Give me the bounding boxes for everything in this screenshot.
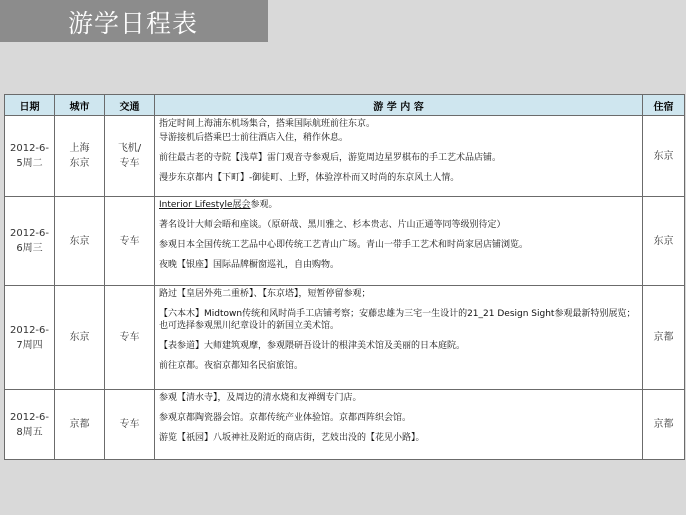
date-line: 6周三 — [16, 243, 43, 254]
expo-name: Interior Lifestyle展会 — [159, 200, 251, 210]
table-row — [5, 390, 685, 460]
schedule-cell — [155, 197, 643, 286]
date-line: 2012-6- — [9, 411, 50, 423]
city-cell: 京都 — [55, 390, 105, 460]
schedule-line: 游览【祇园】八坂神社及附近的商店街，艺妓出没的【花见小路】。 — [159, 433, 425, 443]
schedule-line: 参观【清水寺】，及周边的清水烧和友禅绸专门店。 — [159, 393, 362, 403]
schedule-line: 前往最古老的寺院【浅草】雷门观音寺参观后，游览周边星罗棋布的手工艺术品店铺。 — [159, 153, 502, 163]
schedule-line: 导游接机后搭乘巴士前往酒店入住，稍作休息。 — [159, 133, 349, 143]
city-cell: 东京 — [55, 286, 105, 390]
schedule-line: 【六本木】Midtown传统和风时尚手工店铺考察；安藤忠雄为三宅一生设计的21_21 Design Sight参观最新特别展览；也可选择参观黑川纪章设计的新国立美术馆。 — [159, 309, 636, 331]
schedule-line: 【表参道】大师建筑观摩，参观隈研吾设计的根津美术馆及美丽的日本庭院。 — [159, 341, 466, 351]
transport-line: 专车 — [119, 158, 140, 169]
transport-cell: 专车 — [105, 197, 155, 286]
date-cell — [5, 286, 55, 390]
lodging-cell: 东京 — [643, 197, 685, 286]
date-line: 2012-6- — [9, 324, 50, 336]
schedule-line — [159, 199, 640, 211]
table-row — [5, 116, 685, 197]
transport-cell: 专车 — [105, 390, 155, 460]
table-row — [5, 286, 685, 390]
schedule-cell — [155, 286, 643, 390]
transport-cell: 专车 — [105, 286, 155, 390]
schedule-line: 前往京都。夜宿京都知名民宿旅馆。 — [159, 361, 304, 371]
table-row — [5, 197, 685, 286]
transport-line: 飞机/ — [117, 143, 142, 154]
date-line: 7周四 — [16, 339, 43, 351]
transport-cell — [105, 116, 155, 197]
page-title: 游学日程表 — [68, 9, 199, 38]
schedule-table — [4, 94, 685, 460]
header-date: 日期 — [5, 95, 55, 116]
city-cell — [55, 116, 105, 197]
schedule-table-wrap — [4, 94, 684, 460]
schedule-line: 路过【皇居外苑二重桥】、【东京塔】，短暂停留参观； — [159, 289, 371, 299]
schedule-line: 参观日本全国传统工艺品中心即传统工艺青山广场。青山一带手工艺术和时尚家居店铺浏览。 — [159, 240, 529, 250]
header-schedule: 游 学 内 容 — [155, 95, 643, 116]
city-cell: 东京 — [55, 197, 105, 286]
schedule-line: 漫步东京都内【下町】-御徒町、上野，体验淳朴而又时尚的东京风土人情。 — [159, 173, 460, 183]
lodging-cell: 京都 — [643, 390, 685, 460]
date-cell — [5, 116, 55, 197]
title-bar — [0, 0, 268, 42]
date-cell — [5, 390, 55, 460]
city-line: 上海 — [69, 143, 90, 154]
lodging-cell: 东京 — [643, 116, 685, 197]
schedule-cell — [155, 390, 643, 460]
schedule-line: 著名设计大师会晤和座谈。（原研哉、黑川雅之、杉本贵志、片山正通等同等级别待定） — [159, 220, 506, 230]
schedule-line: 指定时间上海浦东机场集合，搭乘国际航班前往东京。 — [159, 119, 376, 129]
date-line: 2012-6- — [9, 143, 50, 154]
date-line: 8周五 — [16, 426, 43, 438]
date-line: 5周二 — [16, 158, 43, 169]
header-city: 城市 — [55, 95, 105, 116]
city-line: 东京 — [69, 158, 90, 169]
schedule-line: 参观京都陶瓷器会馆。京都传统产业体验馆。京都西阵织会馆。 — [159, 413, 412, 423]
expo-suffix: 参观。 — [250, 200, 278, 210]
header-transport: 交通 — [105, 95, 155, 116]
schedule-cell — [155, 116, 643, 197]
header-row — [5, 95, 685, 116]
date-line: 2012-6- — [9, 228, 50, 239]
date-cell — [5, 197, 55, 286]
lodging-cell: 京都 — [643, 286, 685, 390]
schedule-line: 夜晚【银座】国际品牌橱窗巡礼，自由购物。 — [159, 260, 340, 270]
header-lodging: 住宿 — [643, 95, 685, 116]
